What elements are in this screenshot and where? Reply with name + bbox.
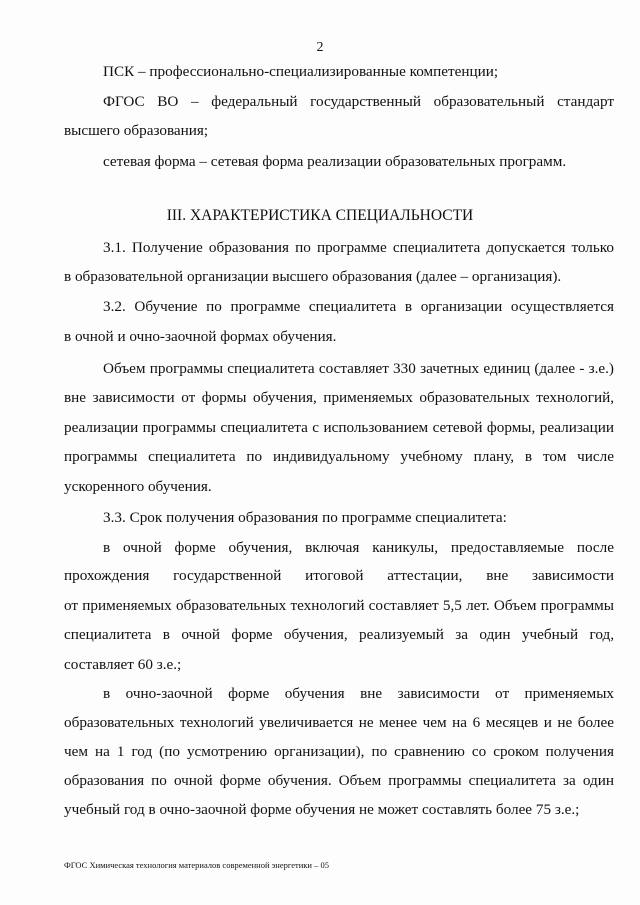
volume-line3: реализации программы специалитета с использованием сетевой формы, реализации	[64, 419, 614, 436]
abbr-network: сетевая форма – сетевая форма реализации образовательных программ.	[103, 153, 567, 170]
volume-line5: ускоренного обучения.	[64, 478, 212, 495]
p31-line2: в образовательной организации высшего образования (далее – организация).	[64, 268, 562, 285]
parttime-line5: учебный год в очно-заочной форме обучения не может составлять более 75 з.е.;	[64, 801, 580, 818]
parttime-line1: в очно-заочной форме обучения вне зависимости от применяемых	[103, 685, 614, 702]
abbr-fgos-line1: ФГОС ВО – федеральный государственный образовательный стандарт	[103, 93, 614, 110]
volume-line1: Объем программы специалитета составляет 330 зачетных единиц (далее - з.е.)	[103, 360, 614, 377]
parttime-line3: чем на 1 год (по усмотрению организации), по сравнению со сроком получения	[64, 743, 614, 760]
volume-line2: вне зависимости от формы обучения, применяемых образовательных технологий,	[64, 389, 614, 406]
abbr-psk: ПСК – профессионально-специализированные компетенции;	[103, 63, 499, 80]
p31-line1: 3.1. Получение образования по программе специалитета допускается только	[103, 239, 614, 256]
fulltime-line5: составляет 60 з.е.;	[64, 656, 182, 673]
parttime-line4: образования по очной форме обучения. Объем программы специалитета за один	[64, 772, 614, 789]
parttime-line2: образовательных технологий увеличивается не менее чем на 6 месяцев и не более	[64, 714, 614, 731]
volume-line4: программы специалитета по индивидуальному учебному плану, в том числе	[64, 448, 614, 465]
abbr-fgos-line2: высшего образования;	[64, 122, 209, 139]
p32-line2: в очной и очно-заочной формах обучения.	[64, 328, 337, 345]
p33-line1: 3.3. Срок получения образования по программе специалитета:	[103, 509, 507, 526]
p32-line1: 3.2. Обучение по программе специалитета в организации осуществляется	[103, 298, 614, 315]
fulltime-line4: специалитета в очной форме обучения, реализуемый за один учебный год,	[64, 626, 614, 643]
section-title: III. ХАРАКТЕРИСТИКА СПЕЦИАЛЬНОСТИ	[166, 207, 474, 224]
fulltime-line2: прохождения государственной итоговой аттестации, вне зависимости	[64, 567, 614, 584]
page-number: 2	[316, 40, 324, 55]
fulltime-line3: от применяемых образовательных технологий составляет 5,5 лет. Объем программы	[64, 597, 614, 614]
fulltime-line1: в очной форме обучения, включая каникулы, предоставляемые после	[103, 539, 614, 556]
page-footer: ФГОС Химическая технология материалов современной энергетики – 05	[64, 860, 329, 870]
